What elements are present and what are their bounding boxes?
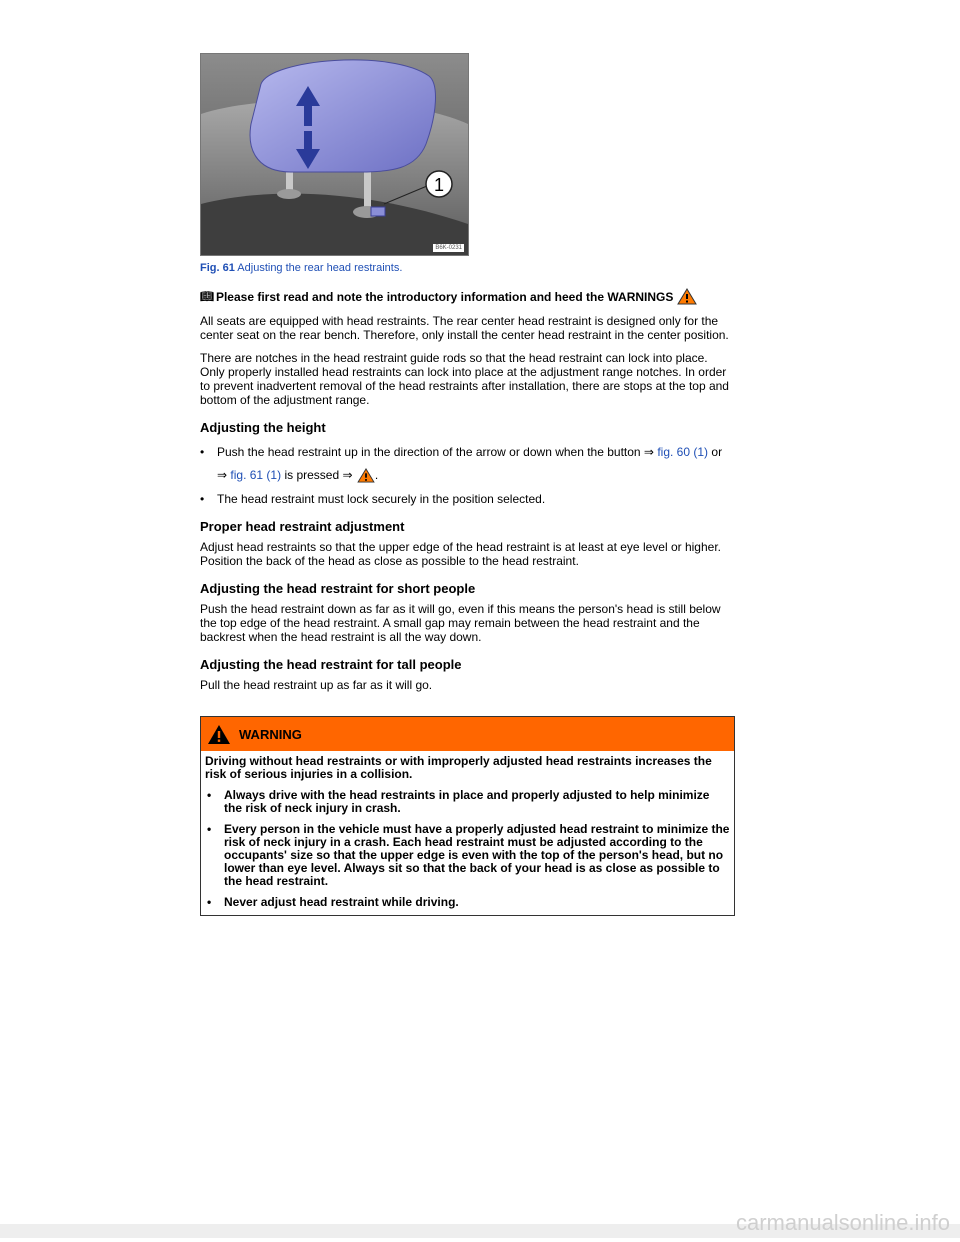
figure-caption — [200, 262, 735, 274]
paragraph-tall-people: Pull the head restraint up as far as it will go. — [200, 678, 433, 693]
warning-triangle-icon[interactable] — [357, 468, 375, 483]
list-item — [200, 445, 735, 459]
heading-adjusting-height: Adjusting the height — [200, 420, 326, 435]
link-fig-61[interactable]: fig. 61 (1) — [230, 468, 282, 482]
figure-number: Fig. 61 — [200, 262, 235, 274]
warning-body — [201, 751, 734, 915]
figure-code: B6K-0231 — [435, 245, 462, 251]
list-item-text: The head restraint must lock securely in the position selected. — [217, 492, 546, 507]
warning-bullet — [205, 896, 730, 909]
paragraph-notches: There are notches in the head restraint guide rods so that the head restraint can lock into place. Only properly installed head restraints can lock into place at the adjustment range notches. In order to prevent inadvertent removal of the head restraints after installation, there are stops at the top and bottom of the adjustment range. — [200, 351, 729, 407]
list-item — [200, 492, 735, 506]
list-item-continuation — [200, 468, 735, 483]
watermark: carmanualsonline.info — [735, 1210, 950, 1235]
warning-box — [200, 716, 735, 916]
figure-caption-text: Adjusting the rear head restraints. — [237, 262, 403, 274]
head-restraint-figure — [200, 53, 469, 256]
heading-short-people: Adjusting the head restraint for short people — [200, 581, 476, 597]
height-steps-list — [200, 445, 735, 506]
head-restraint-illustration — [201, 54, 468, 255]
bullet: • — [200, 492, 205, 507]
warning-triangle-icon — [207, 724, 231, 745]
warning-triangle-icon[interactable] — [677, 288, 697, 305]
manual-page — [200, 53, 735, 916]
warning-bullet — [205, 823, 730, 888]
paragraph-short-people: Push the head restraint down as far as it will go, even if this means the person's head is still below the top edge of the head restraint. A small gap may remain between the head restraint and the backrest when the head restraint is all the way down. — [200, 602, 721, 645]
warning-bullet — [205, 789, 730, 815]
list-item-text: Push the head restraint up in the direction of the arrow or down when the button ⇒ — [217, 445, 654, 459]
paragraph-seats: All seats are equipped with head restraints. The rear center head restraint is designed only for the center seat on the rear bench. Therefore, only install the center head restraint in the center position. — [200, 314, 729, 342]
warning-bullet-text: Never adjust head restraint while driving. — [224, 895, 459, 910]
warning-bullet-text: Every person in the vehicle must have a properly adjusted head restraint to minimize the risk of neck injury in a crash. Each head restraint must be adjusted according to the occupants' size so that the upper edge is even with the top of the person's head, but no lower than eye level. Always sit so that the back of your head is as close as possible to the head restraint. — [224, 822, 730, 889]
warning-label: WARNING — [239, 726, 302, 742]
book-icon: 📖︎ — [200, 291, 214, 303]
link-fig-60[interactable]: fig. 60 (1) — [657, 445, 709, 459]
warning-bullet-text: Always drive with the head restraints in place and properly adjusted to help minimize the risk of neck injury in crash. — [224, 788, 710, 816]
warning-header — [201, 717, 734, 751]
bullet: • — [207, 788, 212, 803]
list-item-text: ⇒ — [217, 468, 228, 482]
bullet: • — [200, 445, 205, 459]
figure-callout-1: 1 — [433, 175, 445, 195]
list-item-text: . — [374, 468, 379, 482]
list-item-text: is pressed ⇒ — [284, 468, 353, 482]
bullet: • — [207, 895, 212, 910]
paragraph-proper-adjustment: Adjust head restraints so that the upper edge of the head restraint is at least at eye level or higher. Position the back of the head as close as possible to the head restraint. — [200, 540, 721, 569]
intro-note — [200, 288, 735, 305]
heading-proper-adjustment: Proper head restraint adjustment — [200, 519, 405, 535]
warning-lead: Driving without head restraints or with improperly adjusted head restraints increases the risk of serious injuries in a collision. — [205, 754, 712, 782]
bullet: • — [207, 822, 212, 837]
heading-tall-people: Adjusting the head restraint for tall people — [200, 657, 462, 673]
list-item-text: or — [711, 445, 723, 459]
intro-text: Please first read and note the introductory information and heed the WARNINGS — [215, 289, 674, 304]
